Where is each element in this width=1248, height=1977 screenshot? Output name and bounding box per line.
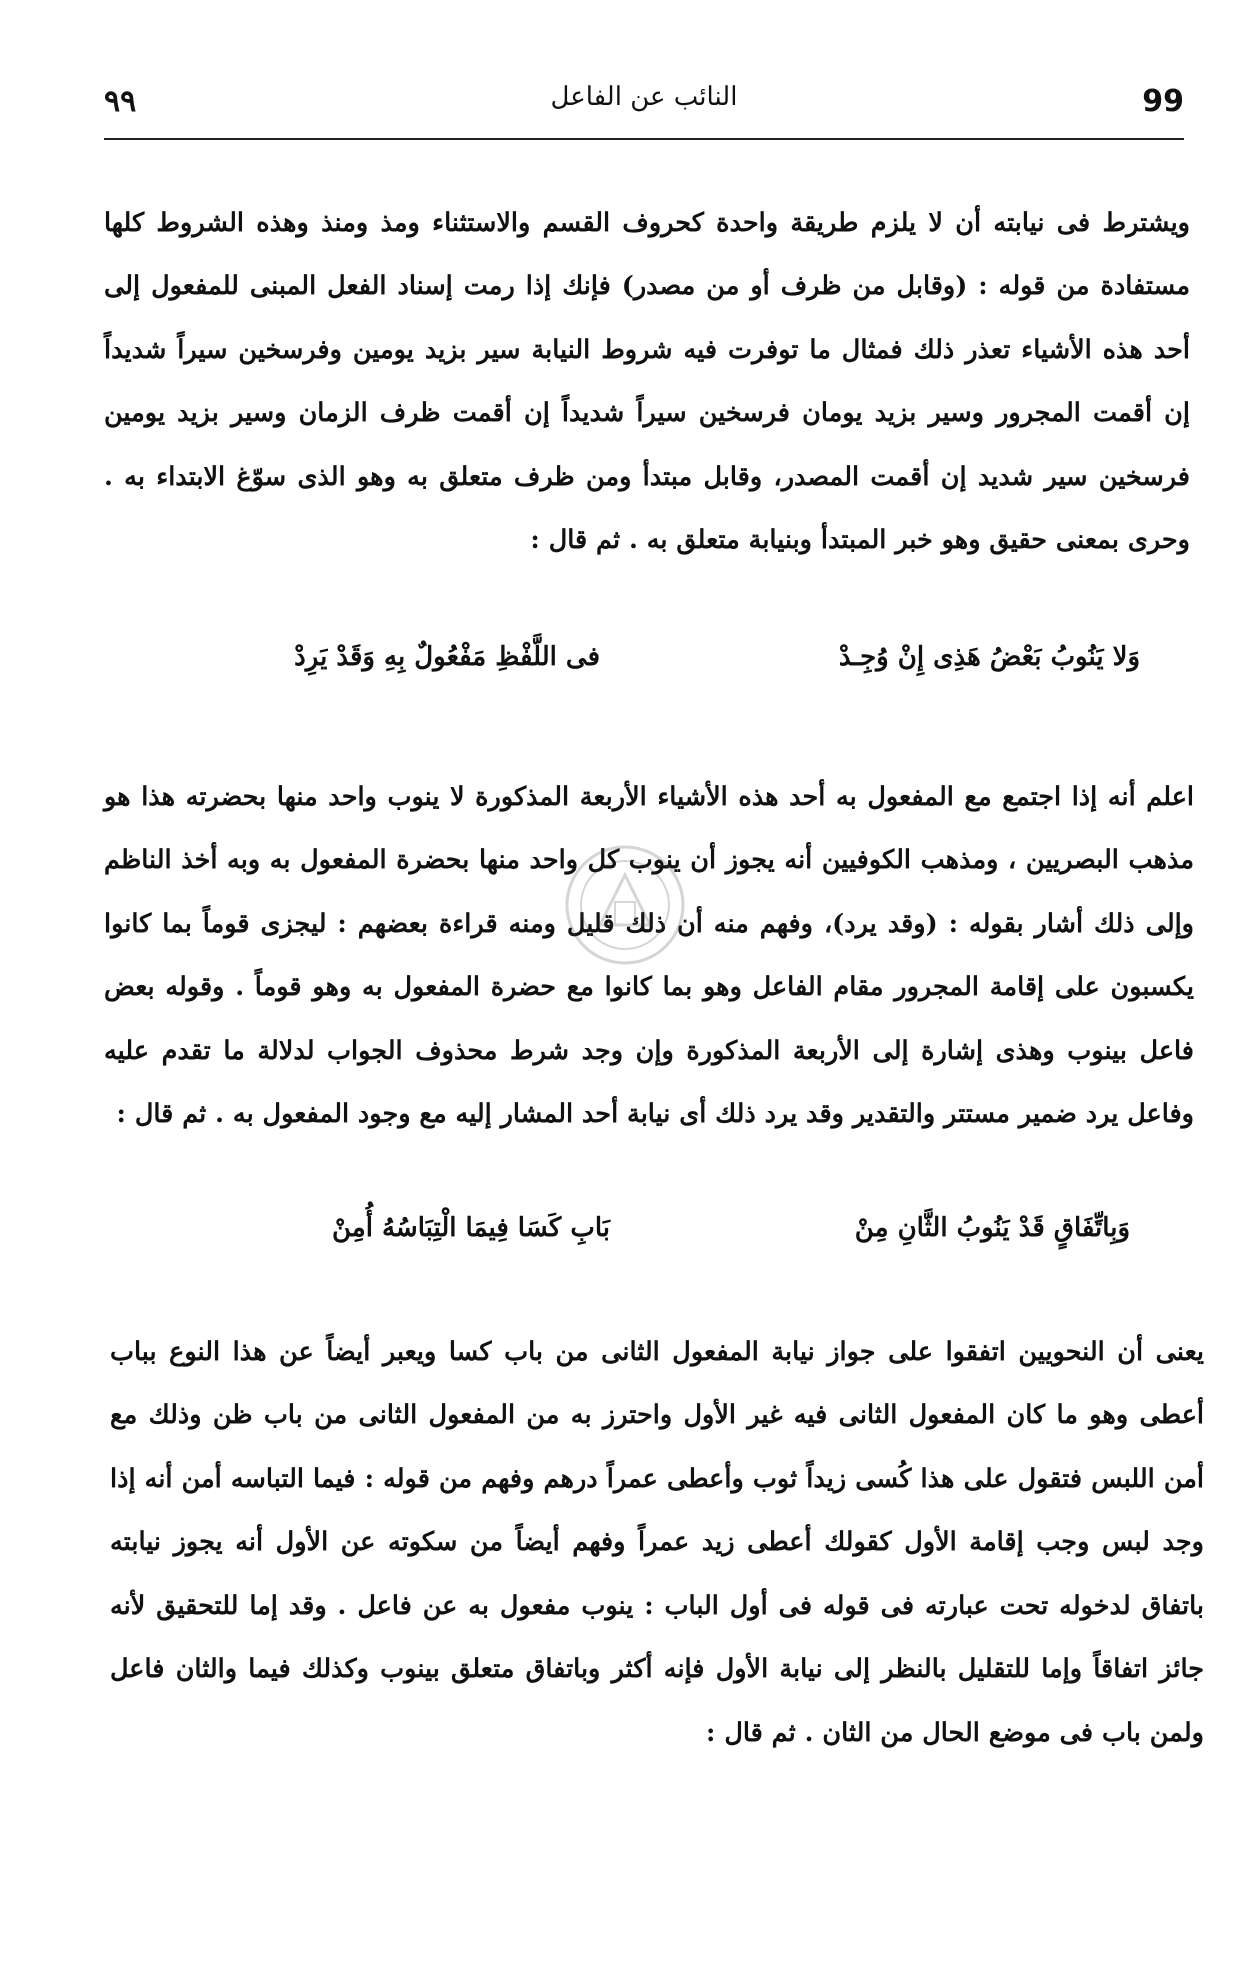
verse-2-second-hemistich: بَابِ كَسَا فِيمَا الْتِبَاسُهُ أُمِنْ [332,1213,610,1243]
page-number-latin: 99 [1142,84,1184,119]
running-title: النائب عن الفاعل [550,82,738,112]
header-divider [104,138,1184,140]
page-number-arabic: ٩٩ [104,84,137,119]
page-header [104,78,1184,138]
verse-2 [170,1213,1130,1263]
verse-1-first-hemistich: وَلا يَنُوبُ بَعْضُ هَذِى إِنْ وُجِـدْ [838,642,1140,672]
verse-1 [150,642,1140,692]
watermark-seal-icon [560,840,690,970]
paragraph-1: ويشترط فى نيابته أن لا يلزم طريقة واحدة كحروف القسم والاستثناء ومذ ومنذ وهذه الشروط كلها مستفادة من قوله : (وقابل من ظرف أو من مصدر) فإنك إذا رمت إسناد الفعل المبنى للمفعول إلى أحد هذه الأشياء تعذر ذلك فمثال ما توفرت فيه شروط النيابة سير بزيد يومين وفرسخين سيراً شديداً إن أقمت المجرور وسير بزيد يومان فرسخين سيراً شديداً إن أقمت ظرف الزمان وسير بزيد يومين فرسخين سير شديد إن أقمت المصدر، وقابل مبتدأ ومن ظرف متعلق به وهو الذى سوّغ الابتداء به . وحرى بمعنى حقيق وهو خبر المبتدأ وبنيابة متعلق به . ثم قال : [104,207,1190,555]
verse-2-first-hemistich: وَبِاتِّفَاقٍ قَدْ يَنُوبُ الثَّانِ مِنْ [854,1213,1130,1243]
verse-1-second-hemistich: فى اللَّفْظِ مَفْعُولٌ بِهِ وَقَدْ يَرِدْ [294,642,600,672]
paragraph-3: يعنى أن النحويين اتفقوا على جواز نيابة المفعول الثانى من باب كسا ويعبر أيضاً عن هذا النوع بباب أعطى وهو ما كان المفعول الثانى فيه غير الأول واحترز به من المفعول الثانى من باب ظن وذلك مع أمن اللبس فتقول على هذا كُسى زيداً ثوب وأعطى عمراً درهم وفهم من قوله : فيما التباسه أمن أنه إذا وجد لبس وجب إقامة الأول كقولك أعطى زيد عمراً وفهم أيضاً من سكوته عن الأول أنه يجوز نيابته باتفاق لدخوله تحت عبارته فى قوله فى أول الباب : ينوب مفعول به عن فاعل . وقد إما للتحقيق لأنه جائز اتفاقاً وإما للتقليل بالنظر إلى نيابة الأول فإنه أكثر وباتفاق متعلق بينوب وكذلك فيما والثان فاعل ولمن باب فى موضع الحال من الثان . ثم قال : [110,1336,1204,1748]
paragraph-2: اعلم أنه إذا اجتمع مع المفعول به أحد هذه الأشياء الأربعة المذكورة لا ينوب واحد منها بحضرته هذا هو مذهب البصريين ، ومذهب الكوفيين أنه يجوز أن ينوب كل واحد منها بحضرة المفعول به وبه أخذ الناظم وإلى ذلك أشار بقوله : (وقد يرد)، وفهم منه أن ذلك قليل ومنه قراءة بعضهم : ليجزى قوماً بما كانوا يكسبون على إقامة المجرور مقام الفاعل وهو بما كانوا مع حضرة المفعول به وهو قوماً . وقوله بعض فاعل بينوب وهذى إشارة إلى الأربعة المذكورة وإن وجد شرط محذوف الجواب لدلالة ما تقدم عليه وفاعل يرد ضمير مستتر والتقدير وقد يرد ذلك أى نيابة أحد المشار إليه مع وجود المفعول به . ثم قال : [104,781,1194,1129]
